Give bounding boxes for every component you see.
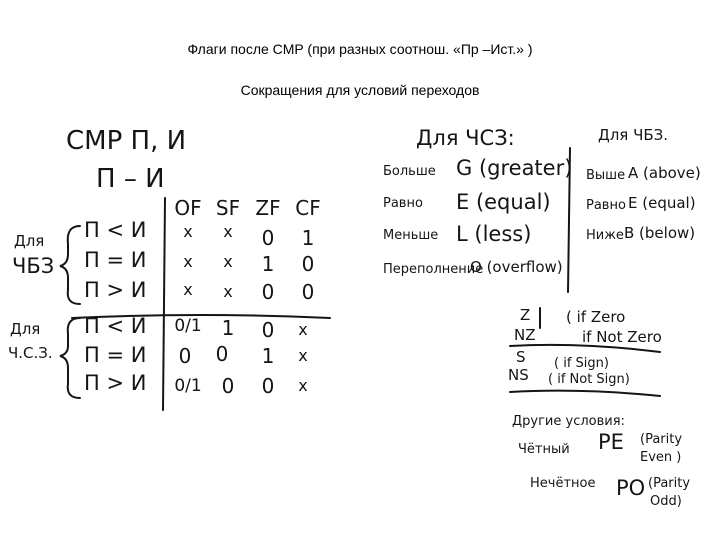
group-label: Для (14, 232, 45, 250)
sign-divider-line (510, 391, 660, 396)
flag-cell: 0 (261, 280, 275, 304)
signed-heading: Для ЧСЗ: (416, 126, 515, 150)
signed-code: G (greater) (456, 156, 573, 180)
condition-label: П > И (84, 371, 147, 395)
flag-cell: 1 (261, 344, 275, 368)
unsigned-word: Ниже (586, 228, 624, 243)
flag-cell: x (223, 222, 233, 241)
brace-signed (60, 318, 80, 398)
sign-desc: ( if Sign) (554, 356, 609, 371)
condition-label: П > И (84, 278, 147, 302)
condition-label: П < И (84, 314, 147, 338)
flag-cell: 0/1 (174, 376, 202, 396)
other-desc: (Parity (648, 476, 691, 491)
group-label: Для (10, 320, 41, 338)
cmp-instruction: CMP П, И (66, 126, 187, 156)
flag-header: SF (215, 196, 241, 220)
flag-cell: x (223, 282, 233, 301)
flag-cell: 1 (301, 226, 315, 250)
other-code: PO (616, 476, 646, 500)
zero-desc: ( if Zero (566, 308, 626, 326)
flag-cell: 0 (261, 226, 275, 250)
signed-word: Меньше (383, 228, 439, 243)
flag-cell: x (298, 376, 308, 395)
unsigned-heading: Для ЧБЗ. (598, 126, 669, 144)
flag-cell: x (183, 252, 193, 271)
flag-header: OF (174, 196, 202, 220)
signed-word: Больше (383, 164, 436, 179)
other-desc: Even ) (640, 450, 682, 465)
other-heading: Другие условия: (512, 414, 625, 429)
flag-cell: 0 (301, 252, 315, 276)
page-title: Флаги после CMP (при разных соотнош. «Пр –Ист.» ) (187, 41, 533, 57)
other-word: Нечётное (530, 476, 596, 491)
unsigned-word: Равно (586, 198, 626, 213)
sign-code: NS (508, 366, 529, 384)
other-word: Чётный (518, 442, 570, 457)
signed-word: Переполнение (383, 262, 484, 277)
flag-cell: 0 (261, 318, 275, 342)
flag-cell: 0 (261, 374, 275, 398)
flag-header: CF (295, 196, 321, 220)
flag-cell: 0 (301, 280, 315, 304)
zero-code: NZ (514, 326, 536, 344)
flag-cell: 0 (178, 344, 192, 368)
flag-cell: x (223, 252, 233, 271)
signed-code: L (less) (456, 222, 532, 246)
signed-code: E (equal) (456, 190, 551, 214)
unsigned-code: E (equal) (628, 194, 696, 212)
page-subtitle: Сокращения для условий переходов (240, 82, 480, 98)
signed-word: Равно (383, 196, 423, 211)
flag-cell: x (298, 346, 308, 365)
flag-cell: 0 (221, 374, 235, 398)
unsigned-code: B (below) (624, 224, 696, 242)
condition-label: П = И (84, 343, 147, 367)
flag-cell: x (298, 320, 308, 339)
zero-desc: if Not Zero (582, 328, 662, 346)
sign-desc: ( if Not Sign) (548, 372, 630, 387)
group-label: ЧБЗ (12, 254, 55, 278)
flag-cell: 1 (261, 252, 275, 276)
sign-code: S (516, 348, 526, 366)
unsigned-code: A (above) (628, 164, 701, 182)
other-desc: Odd) (650, 494, 682, 509)
condition-label: П = И (84, 248, 147, 272)
zero-code: Z (520, 306, 531, 324)
flag-cell: 0/1 (174, 316, 202, 336)
other-desc: (Parity (640, 432, 683, 447)
flag-header: ZF (255, 196, 281, 220)
unsigned-word: Выше (586, 168, 626, 183)
brace-unsigned (60, 226, 80, 304)
flag-cell: x (183, 280, 193, 299)
flag-cell: 1 (221, 316, 235, 340)
table-vertical-line (163, 198, 165, 410)
group-label: Ч.С.З. (8, 344, 53, 362)
other-code: PE (598, 430, 624, 454)
condition-label: П < И (84, 218, 147, 242)
flag-cell: 0 (215, 342, 229, 366)
difference-label: П – И (96, 164, 165, 194)
flag-cell: x (183, 222, 193, 241)
signed-code: O (overflow) (470, 258, 563, 276)
